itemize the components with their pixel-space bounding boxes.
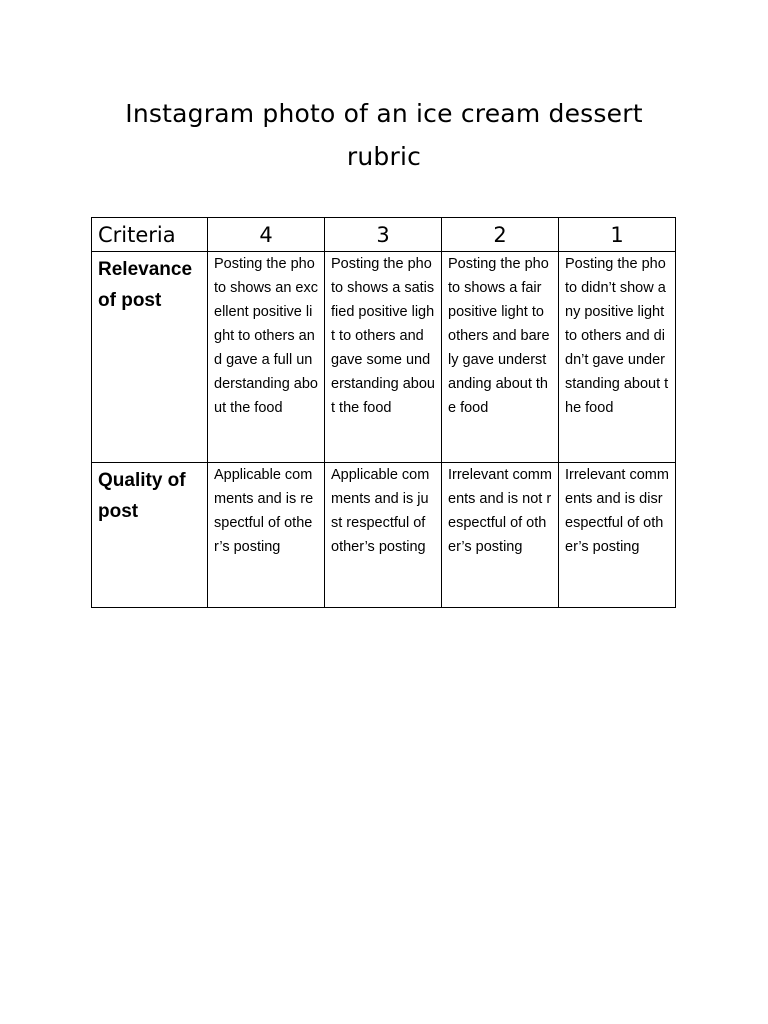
rubric-cell — [325, 252, 442, 463]
criterion-label: Relevance of post — [98, 259, 193, 311]
rubric-cell-text: Irrelevant comments and is disrespectful of other’s posting — [565, 467, 669, 555]
rubric-cell-text: Posting the photo didn’t show any positive light to others and didn’t gave understanding about the food — [565, 256, 669, 416]
criterion-label: Quality of post — [98, 470, 186, 522]
rubric-cell — [208, 463, 325, 608]
header-criteria: Criteria — [92, 218, 208, 252]
rubric-cell-text: Posting the photo shows a fair positive light to others and barely gave understanding about the food — [448, 256, 550, 416]
header-score-1: 1 — [559, 218, 676, 252]
header-score-4: 4 — [208, 218, 325, 252]
table-header-row — [92, 218, 676, 252]
rubric-cell — [559, 252, 676, 463]
criterion-cell — [92, 252, 208, 463]
title-line-2: rubric — [346, 142, 422, 171]
rubric-cell — [208, 252, 325, 463]
title-line-1: Instagram photo of an ice cream dessert — [125, 99, 643, 128]
table-row — [92, 463, 676, 608]
criterion-cell — [92, 463, 208, 608]
rubric-cell-text: Applicable comments and is respectful of other’s posting — [214, 467, 314, 555]
rubric-cell — [442, 463, 559, 608]
rubric-cell-text: Posting the photo shows a satisfied positive light to others and gave some understanding about the food — [331, 256, 435, 416]
table-row — [92, 252, 676, 463]
header-score-3: 3 — [325, 218, 442, 252]
document-title — [0, 92, 768, 178]
rubric-cell-text: Posting the photo shows an excellent positive light to others and gave a full understanding about the food — [214, 256, 318, 416]
rubric-cell-text: Irrelevant comments and is not respectful of other’s posting — [448, 467, 552, 555]
header-score-2: 2 — [442, 218, 559, 252]
rubric-table — [91, 217, 676, 608]
rubric-cell — [559, 463, 676, 608]
rubric-cell — [325, 463, 442, 608]
rubric-cell-text: Applicable comments and is just respectful of other’s posting — [331, 467, 430, 555]
rubric-cell — [442, 252, 559, 463]
